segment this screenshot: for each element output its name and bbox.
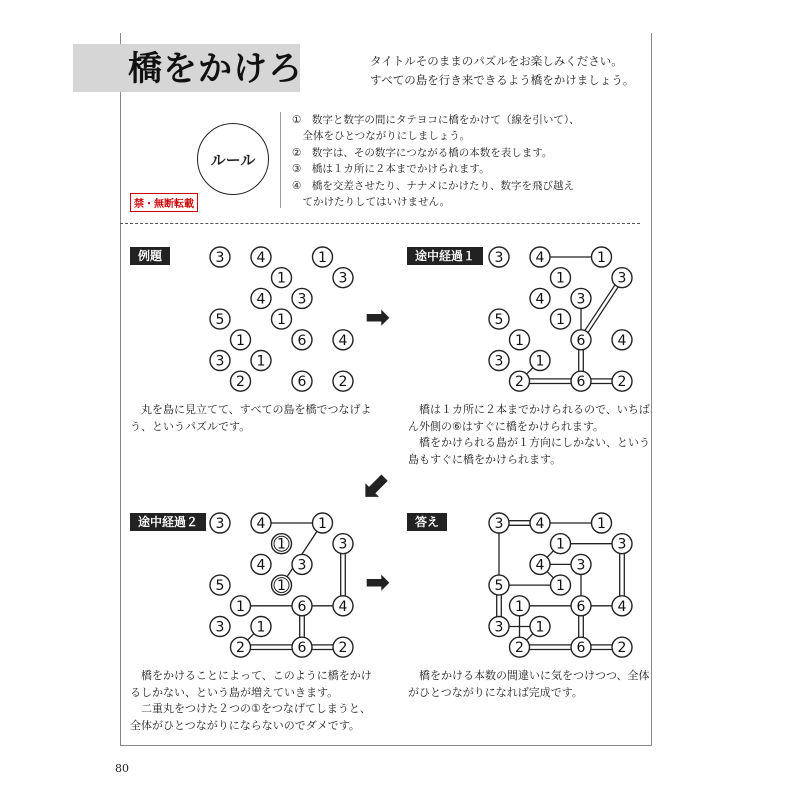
island-number: 1 xyxy=(318,516,327,532)
island-number: 3 xyxy=(576,557,586,574)
island-number: 1 xyxy=(556,536,565,553)
island-number: 1 xyxy=(597,250,606,266)
caption-line: 二重丸をつけた２つの①をつなげてしまうと、 xyxy=(130,702,371,715)
island-number: 3 xyxy=(494,250,504,266)
island-number: 3 xyxy=(576,291,586,308)
caption-line: 橋をかける本数の間違いに気をつけつつ、全体 xyxy=(408,669,650,682)
arrow-right-icon: ➡ xyxy=(365,565,391,600)
island-number: 4 xyxy=(535,250,545,266)
island-number: 1 xyxy=(277,312,286,329)
panel-label-answer: 答え xyxy=(407,513,447,531)
rule-badge: ルール xyxy=(197,123,269,195)
panel-label-progress-1: 途中経過１ xyxy=(407,247,483,265)
caption-line: がひとつながりになれば完成です。 xyxy=(408,685,583,699)
island-number: 6 xyxy=(297,374,307,391)
caption-line: ん外側の⑥はすぐに橋をかけられます。 xyxy=(408,419,604,433)
island-number: 3 xyxy=(617,270,627,287)
intro-text xyxy=(370,52,650,90)
island-number: 1 xyxy=(256,353,266,370)
rule-line: ② 数字は、その数字につながる橋の本数を表します。 xyxy=(292,146,553,159)
island-number: 3 xyxy=(338,536,348,553)
rule-line: ③ 橋は１カ所に２本までかけられます。 xyxy=(292,163,490,176)
island-number: 4 xyxy=(256,557,266,574)
puzzle-answer xyxy=(484,509,634,657)
rule-line: ① 数字と数字の間にタテヨコに橋をかけて（線を引いて）、 xyxy=(292,114,580,126)
panel-label-progress-2: 途中経過２ xyxy=(130,513,206,531)
caption-line: 橋をかけられる島が１方向にしかない、という xyxy=(408,436,650,449)
arrow-right-icon: ➡ xyxy=(365,300,391,335)
island-number: 5 xyxy=(494,312,504,329)
island-number: 1 xyxy=(597,516,606,532)
island-number: 1 xyxy=(277,536,286,553)
island-number: 3 xyxy=(215,516,225,532)
island-number: 6 xyxy=(297,640,307,657)
island-number: 5 xyxy=(215,578,225,595)
island-number: 3 xyxy=(617,536,627,553)
island-number: 3 xyxy=(494,516,504,532)
island-number: 1 xyxy=(277,578,286,595)
island-number: 1 xyxy=(318,250,327,266)
island-number: 5 xyxy=(215,312,225,329)
caption-line: 丸を島に見立てて、すべての島を橋でつなげよ xyxy=(130,403,372,416)
caption-line: 島もすぐに橋をかけられます。 xyxy=(408,452,562,466)
page-title: 橋をかけろ xyxy=(128,49,303,89)
panel-label-example: 例題 xyxy=(130,247,170,265)
caption-line: 橋をかけることによって、このように橋をかけ xyxy=(130,669,372,682)
island-number: 1 xyxy=(515,332,524,349)
island-number: 6 xyxy=(297,332,307,349)
puzzle-progress-1 xyxy=(484,243,634,391)
page-number: 80 xyxy=(115,762,129,775)
island-number: 1 xyxy=(556,578,565,595)
island-number: 6 xyxy=(576,374,586,391)
copyright-stamp: 禁・無断転載 xyxy=(130,193,198,212)
island-number: 2 xyxy=(338,640,348,657)
rule-line: てかけたりしてはいけません。 xyxy=(292,196,451,209)
island-number: 3 xyxy=(297,291,307,308)
island-number: 4 xyxy=(338,332,348,349)
rule-line: 全体をひとつながりにしましょう。 xyxy=(292,130,471,143)
caption-example xyxy=(130,402,372,435)
caption-answer xyxy=(408,668,650,701)
caption-line: 橋は１カ所に２本までかけられるので、いちば xyxy=(408,403,650,416)
island-number: 2 xyxy=(236,640,245,657)
island-number: 3 xyxy=(215,250,225,266)
island-number: 2 xyxy=(338,374,348,391)
island-number: 6 xyxy=(576,332,586,349)
island-number: 2 xyxy=(617,374,627,391)
island-number: 4 xyxy=(338,598,348,615)
caption-progress-2 xyxy=(130,668,372,734)
intro-line: すべての島を行き来できるよう橋をかけましょう。 xyxy=(370,73,635,87)
island-number: 2 xyxy=(617,640,627,657)
island-number: 1 xyxy=(277,270,286,287)
puzzle-progress-2 xyxy=(205,509,355,657)
island-number: 1 xyxy=(515,598,524,615)
island-number: 1 xyxy=(556,270,565,287)
island-number: 1 xyxy=(236,332,245,349)
island-number: 3 xyxy=(494,619,504,636)
caption-line: るしかない、という島が増えていきます。 xyxy=(130,685,339,699)
island-number: 2 xyxy=(236,374,245,391)
island-number: 4 xyxy=(617,598,627,615)
island-number: 4 xyxy=(256,291,266,308)
intro-line: タイトルそのままのパズルをお楽しみください。 xyxy=(370,54,623,68)
island-number: 3 xyxy=(215,619,225,636)
caption-line: 全体がひとつながりにならないのでダメです。 xyxy=(130,718,360,732)
rule-line: ④ 橋を交差させたり、ナナメにかけたり、数字を飛び越え xyxy=(292,179,574,192)
island-number: 4 xyxy=(535,291,545,308)
dashed-divider xyxy=(120,223,640,224)
island-number: 3 xyxy=(297,557,307,574)
rule-divider xyxy=(280,112,281,208)
arrow-down-left-icon: ⬋ xyxy=(362,464,393,505)
island-number: 1 xyxy=(556,312,565,329)
island-number: 3 xyxy=(494,353,504,370)
island-number: 1 xyxy=(256,619,266,636)
island-number: 6 xyxy=(576,640,586,657)
island-number: 4 xyxy=(535,557,545,574)
island-number: 1 xyxy=(236,598,245,615)
island-number: 4 xyxy=(617,332,627,349)
island-number: 5 xyxy=(494,578,504,595)
island-number: 3 xyxy=(215,353,225,370)
puzzle-example xyxy=(205,243,355,391)
island-number: 4 xyxy=(256,516,266,532)
island-number: 6 xyxy=(576,598,586,615)
caption-progress-1 xyxy=(408,402,650,468)
island-number: 6 xyxy=(297,598,307,615)
caption-line: う、というパズルです。 xyxy=(130,419,251,433)
island-number: 3 xyxy=(338,270,348,287)
island-number: 2 xyxy=(515,374,524,391)
island-number: 2 xyxy=(515,640,524,657)
island-number: 4 xyxy=(535,516,545,532)
island-number: 1 xyxy=(535,619,545,636)
island-number: 4 xyxy=(256,250,266,266)
island-number: 1 xyxy=(535,353,545,370)
rules-list xyxy=(292,112,592,210)
